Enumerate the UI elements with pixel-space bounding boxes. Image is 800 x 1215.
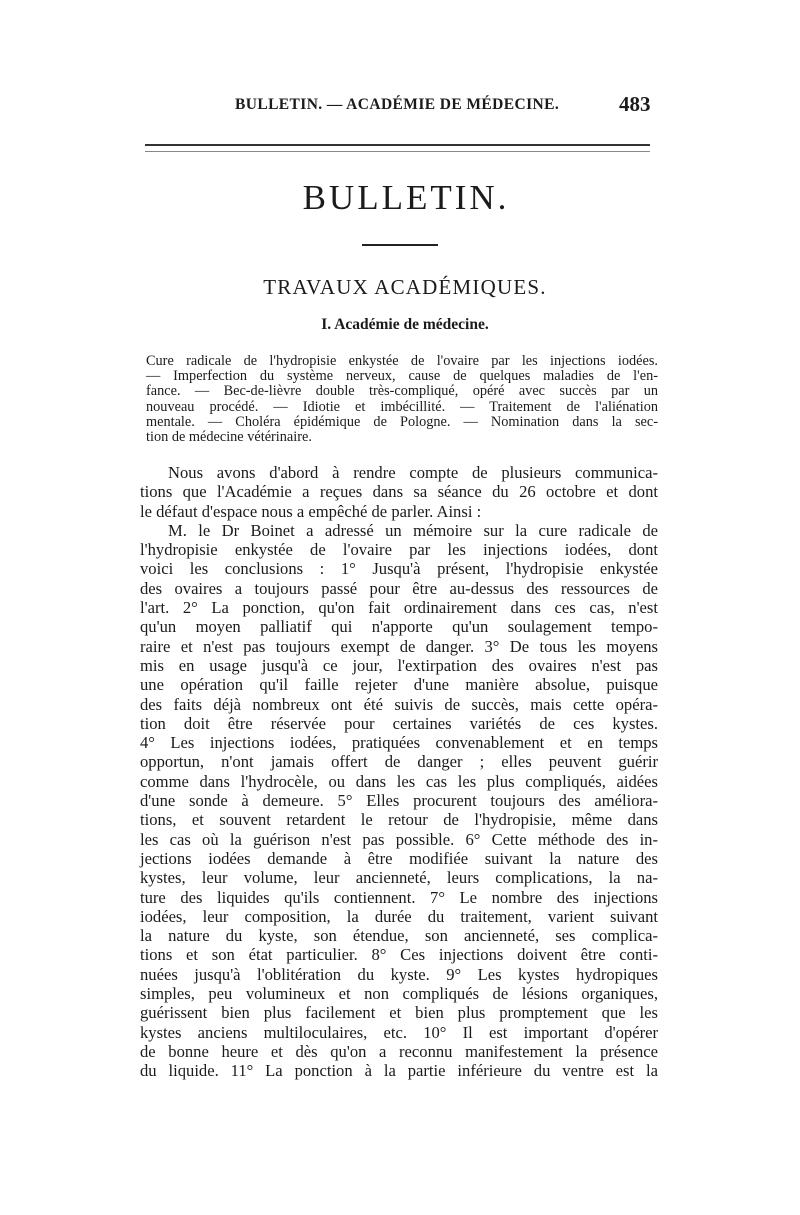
body-line: de bonne heure et dès qu'on a reconnu manifestement la présence: [140, 1041, 658, 1061]
summary-block: [146, 354, 658, 445]
body-line: guérissent bien plus facilement et bien plus promptement que les: [140, 1003, 658, 1023]
body-line: des ovaires a toujours passé pour être au-dessus des ressources de: [140, 578, 658, 598]
body-line: comme dans l'hydrocèle, ou dans les cas les plus compliqués, aidées: [140, 771, 658, 791]
header-rule: [145, 144, 650, 146]
summary-line: fance. — Bec-de-lièvre double très-compliqué, opéré avec succès par un: [146, 383, 658, 400]
summary-line: mentale. — Choléra épidémique de Pologne. — Nomination dans la sec-: [146, 413, 658, 430]
header-rule-thin: [145, 151, 650, 152]
section-title: TRAVAUX ACADÉMIQUES.: [263, 275, 547, 299]
body-line: simples, peu volumineux et non compliqués de lésions organiques,: [140, 984, 658, 1004]
body-line: les cas où la guérison n'est pas possible. 6° Cette méthode des in-: [140, 829, 658, 849]
summary-line: — Imperfection du système nerveux, cause de quelques maladies de l'en-: [146, 368, 658, 385]
summary-line: Cure radicale de l'hydropisie enkystée de l'ovaire par les injections iodées.: [146, 353, 658, 369]
body-line: des faits déjà nombreux ont été suivis de succès, mais cette opéra-: [140, 694, 658, 714]
body-line: du liquide. 11° La ponction à la partie inférieure du ventre est la: [140, 1061, 658, 1081]
body-line: opportun, n'ont jamais offert de danger ; elles peuvent guérir: [140, 752, 658, 772]
body-line: M. le Dr Boinet a adressé un mémoire sur la cure radicale de: [168, 520, 658, 540]
body-line: ture des liquides qu'ils contiennent. 7° Le nombre des injections: [140, 887, 658, 907]
summary-line: nouveau procédé. — Idiotie et imbécillité. — Traitement de l'aliénation: [146, 398, 658, 415]
running-head: BULLETIN. — ACADÉMIE DE MÉDECINE.: [235, 96, 560, 113]
body-line: jections iodées demande à être modifiée suivant la nature des: [140, 848, 658, 868]
title-divider: [362, 244, 438, 246]
body-line: iodées, leur composition, la durée du traitement, varient suivant: [140, 906, 658, 926]
body-line: mis en usage jusqu'à ce jour, l'extirpation des ovaires n'est pas: [140, 655, 658, 675]
body-line: voici les conclusions : 1° Jusqu'à présent, l'hydropisie enkystée: [140, 559, 658, 579]
body-line: nuées jusqu'à l'oblitération du kyste. 9° Les kystes hydropiques: [140, 964, 658, 984]
body-line: tions que l'Académie a reçues dans sa séance du 26 octobre et dont: [140, 482, 658, 502]
page-title: BULLETIN.: [302, 178, 510, 217]
body-line: tion doit être réservée pour certaines variétés de ces kystes.: [140, 713, 658, 733]
body-line: une opération qu'il faille rejeter d'une manière absolue, puisque: [140, 675, 658, 695]
body-line: kystes, leur volume, leur ancienneté, leurs complications, la na-: [140, 868, 658, 888]
summary-line: tion de médecine vétérinaire.: [146, 428, 312, 445]
body-line: tions et son état particulier. 8° Ces injections doivent être conti-: [140, 945, 658, 965]
body-line: kystes anciens multiloculaires, etc. 10° Il est important d'opérer: [140, 1022, 658, 1042]
body-line: raire et n'est pas toujours exempt de danger. 3° De tous les moyens: [140, 636, 658, 656]
body-line: l'art. 2° La ponction, qu'on fait ordinairement dans ces cas, n'est: [140, 598, 658, 618]
body-line: la nature du kyste, son étendue, son ancienneté, ses complica-: [140, 926, 658, 946]
body-line: tions, et souvent retardent le retour de l'hydropisie, même dans: [140, 810, 658, 830]
body-text: [140, 463, 658, 1081]
body-line: 4° Les injections iodées, pratiquées convenablement et en temps: [140, 733, 658, 753]
page-number: 483: [619, 92, 651, 116]
body-line: le défaut d'espace nous a empêché de parler. Ainsi :: [140, 501, 482, 521]
body-line: d'une sonde à demeure. 5° Elles procurent toujours des améliora-: [140, 791, 658, 811]
body-line: l'hydropisie enkystée de l'ovaire par les injections iodées, dont: [140, 540, 658, 560]
subsection-title: I. Académie de médecine.: [321, 316, 489, 333]
body-line: qu'un moyen palliatif qui n'apporte qu'un soulagement tempo-: [140, 617, 658, 637]
body-line: Nous avons d'abord à rendre compte de plusieurs communica-: [168, 463, 658, 482]
